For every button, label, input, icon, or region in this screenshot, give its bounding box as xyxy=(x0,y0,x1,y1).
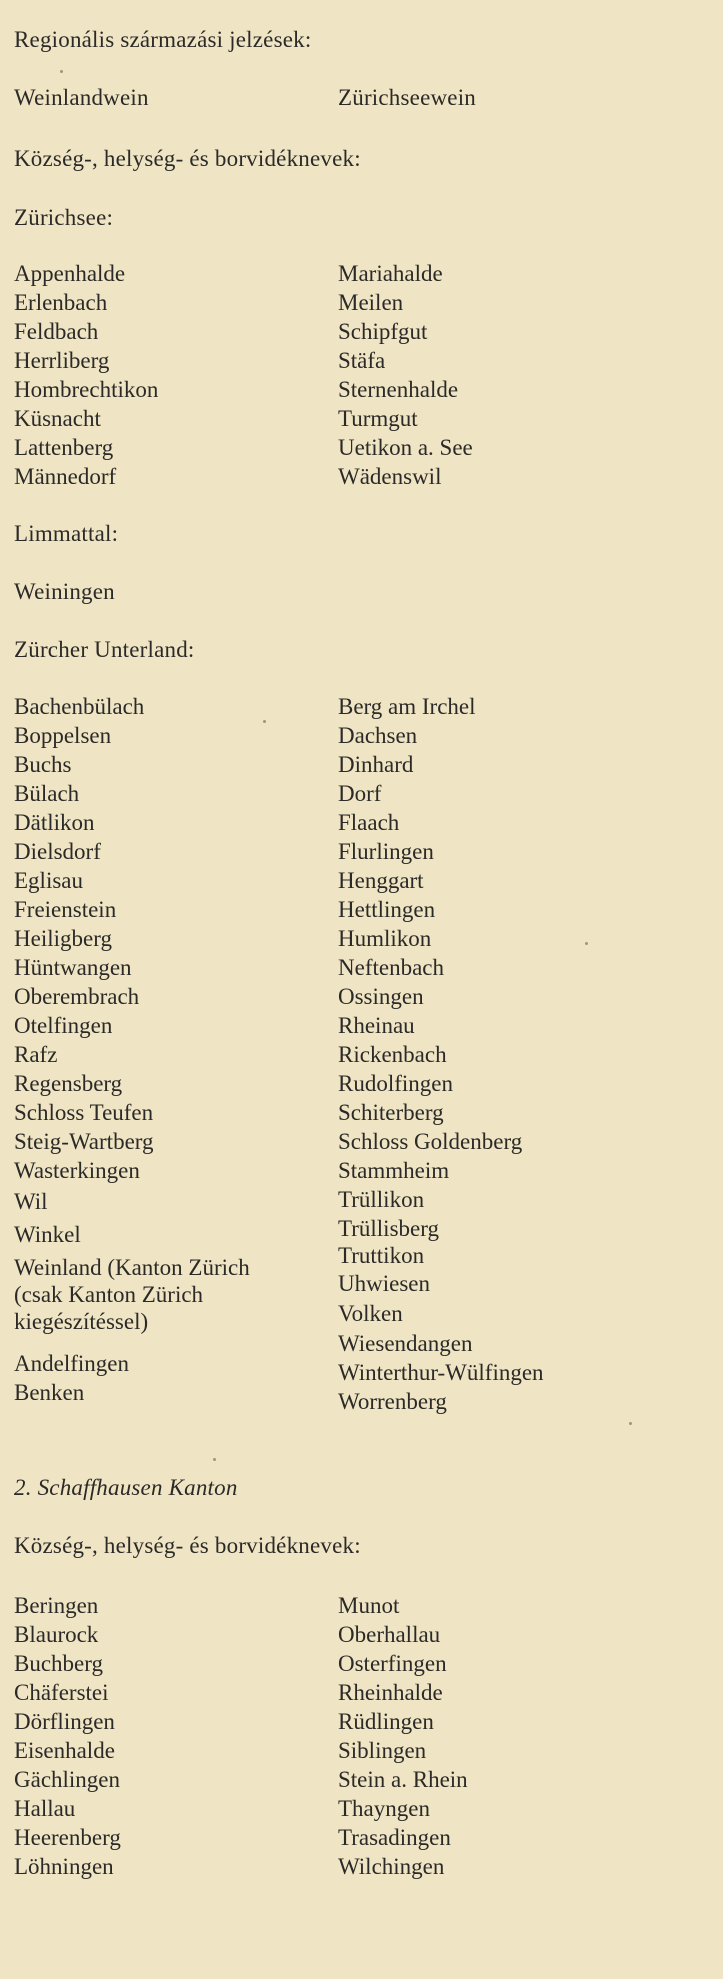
zurichsee-heading: Zürichsee: xyxy=(14,205,114,230)
list-item: Rheinhalde xyxy=(338,1680,443,1705)
list-item: Steig-Wartberg xyxy=(14,1129,154,1154)
list-item: Lattenberg xyxy=(14,435,114,460)
list-item: Volken xyxy=(338,1301,403,1326)
list-item: Schiterberg xyxy=(338,1100,444,1125)
list-item: Ossingen xyxy=(338,984,424,1009)
list-item: Gächlingen xyxy=(14,1767,121,1792)
limmattal-item: Weiningen xyxy=(14,579,115,604)
list-item: Dorf xyxy=(338,781,382,806)
regional-heading: Regionális származási jelzések: xyxy=(14,27,312,52)
list-item: Küsnacht xyxy=(14,406,101,431)
list-item: Hüntwangen xyxy=(14,955,132,980)
list-item: Trasadingen xyxy=(338,1825,451,1850)
list-item: Herrliberg xyxy=(14,348,110,373)
list-item: Dörflingen xyxy=(14,1709,115,1734)
list-item: Andelfingen xyxy=(14,1351,129,1376)
list-item: Heerenberg xyxy=(14,1825,121,1850)
list-item: Wiesendangen xyxy=(338,1331,473,1356)
list-item: Chäferstei xyxy=(14,1680,109,1705)
list-item: Berg am Irchel xyxy=(338,694,476,719)
list-item: Sternenhalde xyxy=(338,377,459,402)
list-item: Rüdlingen xyxy=(338,1709,434,1734)
paper-speck xyxy=(585,942,588,945)
list-item: Boppelsen xyxy=(14,723,112,748)
list-item: Wil xyxy=(14,1189,48,1214)
list-item: Oberhallau xyxy=(338,1622,441,1647)
list-item: Thayngen xyxy=(338,1796,430,1821)
list-item: Oberembrach xyxy=(14,984,140,1009)
list-item: Löhningen xyxy=(14,1854,114,1879)
list-item: Hallau xyxy=(14,1796,76,1821)
list-item: Bülach xyxy=(14,781,80,806)
list-item: Turmgut xyxy=(338,406,418,431)
list-item: Regensberg xyxy=(14,1071,123,1096)
list-item: Stammheim xyxy=(338,1158,450,1183)
list-item: Männedorf xyxy=(14,464,117,489)
note-line: Weinland (Kanton Zürich xyxy=(14,1255,250,1280)
schaffhausen-heading: 2. Schaffhausen Kanton xyxy=(14,1475,238,1500)
list-item: Humlikon xyxy=(338,926,432,951)
list-item: Dielsdorf xyxy=(14,839,101,864)
list-item: Rudolfingen xyxy=(338,1071,453,1096)
list-item: Worrenberg xyxy=(338,1389,447,1414)
list-item: Winterthur-Wülfingen xyxy=(338,1360,544,1385)
schaffhausen-right-list xyxy=(338,1591,468,1881)
list-item: Dinhard xyxy=(338,752,414,777)
list-item: Stäfa xyxy=(338,348,386,373)
list-item: Neftenbach xyxy=(338,955,444,980)
list-item: Flurlingen xyxy=(338,839,434,864)
list-item: Eisenhalde xyxy=(14,1738,115,1763)
list-item: Munot xyxy=(338,1593,400,1618)
unterland-heading: Zürcher Unterland: xyxy=(14,637,195,662)
list-item: Heiligberg xyxy=(14,926,112,951)
unterland-left-end-list xyxy=(14,1349,129,1407)
regional-item-zurichsee: Zürichseewein xyxy=(338,85,476,110)
list-item: Rheinau xyxy=(338,1013,415,1038)
paper-speck xyxy=(213,1458,216,1461)
list-item: Blaurock xyxy=(14,1622,99,1647)
limmattal-heading: Limmattal: xyxy=(14,521,119,546)
list-item: Bachenbülach xyxy=(14,694,145,719)
list-item: Erlenbach xyxy=(14,290,108,315)
list-item: Buchberg xyxy=(14,1651,104,1676)
list-item: Meilen xyxy=(338,290,404,315)
list-item: Wasterkingen xyxy=(14,1158,140,1183)
list-item: Appenhalde xyxy=(14,261,126,286)
list-item: Feldbach xyxy=(14,319,99,344)
list-item: Wädenswil xyxy=(338,464,442,489)
list-item: Wilchingen xyxy=(338,1854,445,1879)
unterland-right-list xyxy=(338,692,544,1416)
list-item: Benken xyxy=(14,1380,85,1405)
zurichsee-right-list xyxy=(338,259,473,491)
paper-speck xyxy=(629,1422,632,1425)
list-item: Rickenbach xyxy=(338,1042,447,1067)
list-item: Uetikon a. See xyxy=(338,435,473,460)
list-item: Schipfgut xyxy=(338,319,428,344)
list-item: Uhwiesen xyxy=(338,1271,430,1296)
note-line: kiegészítéssel) xyxy=(14,1309,149,1334)
weinland-note xyxy=(14,1254,250,1335)
list-item: Hettlingen xyxy=(338,897,436,922)
list-item: Trüllisberg xyxy=(338,1216,439,1241)
list-item: Otelfingen xyxy=(14,1013,113,1038)
list-item: Hombrechtikon xyxy=(14,377,159,402)
list-item: Dätlikon xyxy=(14,810,95,835)
list-item: Buchs xyxy=(14,752,72,777)
paper-speck xyxy=(263,720,266,723)
list-item: Flaach xyxy=(338,810,400,835)
list-item: Osterfingen xyxy=(338,1651,447,1676)
list-item: Stein a. Rhein xyxy=(338,1767,468,1792)
list-item: Rafz xyxy=(14,1042,58,1067)
list-item: Henggart xyxy=(338,868,424,893)
list-item: Schloss Goldenberg xyxy=(338,1129,523,1154)
unterland-left-list xyxy=(14,692,154,1251)
list-item: Eglisau xyxy=(14,868,83,893)
note-line: (csak Kanton Zürich xyxy=(14,1282,204,1307)
regional-item-weinland: Weinlandwein xyxy=(14,85,149,110)
zurichsee-left-list xyxy=(14,259,158,491)
names-heading: Község-, helység- és borvidéknevek: xyxy=(14,146,361,171)
list-item: Trüllikon xyxy=(338,1187,425,1212)
list-item: Freienstein xyxy=(14,897,117,922)
list-item: Truttikon xyxy=(338,1243,425,1268)
paper-speck xyxy=(60,70,63,73)
list-item: Beringen xyxy=(14,1593,99,1618)
list-item: Mariahalde xyxy=(338,261,443,286)
schaffhausen-names-heading: Község-, helység- és borvidéknevek: xyxy=(14,1533,361,1558)
list-item: Siblingen xyxy=(338,1738,427,1763)
list-item: Dachsen xyxy=(338,723,418,748)
list-item: Schloss Teufen xyxy=(14,1100,154,1125)
list-item: Winkel xyxy=(14,1222,81,1247)
schaffhausen-left-list xyxy=(14,1591,121,1881)
